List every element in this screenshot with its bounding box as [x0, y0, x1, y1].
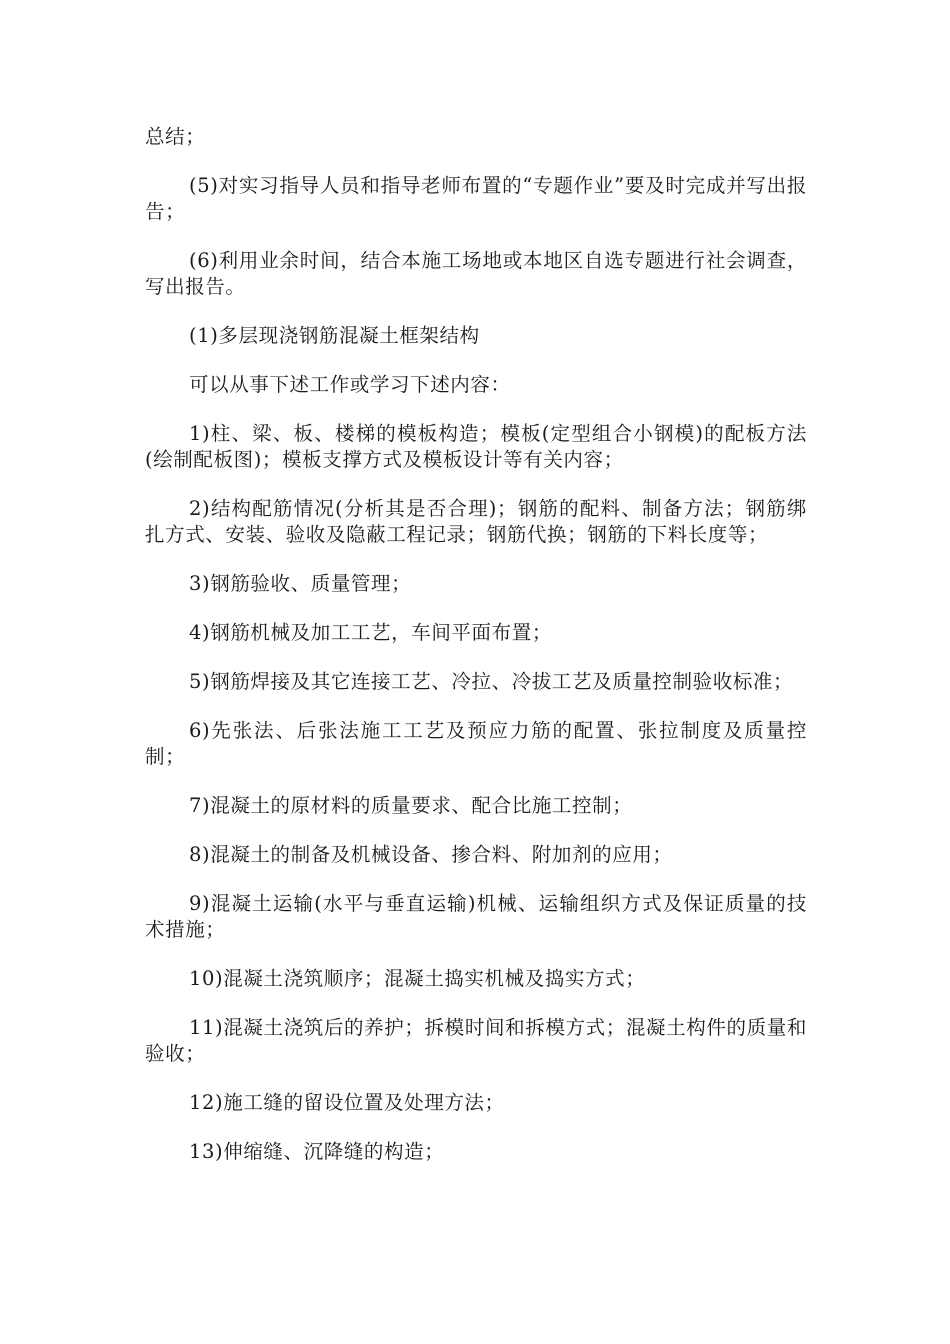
paragraph-10: 6)先张法、后张法施工工艺及预应力筋的配置、张拉制度及质量控制；	[145, 719, 807, 768]
paragraph-15: 11)混凝土浇筑后的养护；拆模时间和拆模方式；混凝土构件的质量和验收；	[145, 1016, 807, 1065]
paragraph-3: (1)多层现浇钢筋混凝土框架结构	[189, 324, 480, 347]
paragraph-14: 10)混凝土浇筑顺序；混凝土捣实机械及捣实方式；	[189, 967, 646, 990]
document-page	[145, 124, 807, 1188]
paragraph-7: 3)钢筋验收、质量管理；	[189, 572, 412, 595]
paragraph-4: 可以从事下述工作或学习下述内容：	[189, 373, 511, 396]
paragraph-5: 1)柱、梁、板、楼梯的模板构造；模板(定型组合小钢模)的配板方法(绘制配板图)；模板支撑方式及模板设计等有关内容；	[145, 422, 807, 471]
paragraph-1: (5)对实习指导人员和指导老师布置的“专题作业”要及时完成并写出报告；	[145, 174, 807, 223]
paragraph-0: 总结；	[145, 125, 206, 148]
paragraph-8: 4)钢筋机械及加工工艺，车间平面布置；	[189, 621, 552, 644]
paragraph-11: 7)混凝土的原材料的质量要求、配合比施工控制；	[189, 794, 633, 817]
paragraph-2: (6)利用业余时间，结合本施工场地或本地区自选专题进行社会调查，写出报告。	[145, 249, 807, 298]
paragraph-13: 9)混凝土运输(水平与垂直运输)机械、运输组织方式及保证质量的技术措施；	[145, 892, 807, 941]
paragraph-12: 8)混凝土的制备及机械设备、掺合料、附加剂的应用；	[189, 843, 673, 866]
paragraph-17: 13)伸缩缝、沉降缝的构造；	[189, 1140, 445, 1163]
paragraph-9: 5)钢筋焊接及其它连接工艺、冷拉、冷拔工艺及质量控制验收标准；	[189, 670, 794, 693]
paragraph-6: 2)结构配筋情况(分析其是否合理)；钢筋的配料、制备方法；钢筋绑扎方式、安装、验收及隐蔽工程记录；钢筋代换；钢筋的下料长度等；	[145, 497, 807, 546]
paragraph-16: 12)施工缝的留设位置及处理方法；	[189, 1091, 505, 1114]
